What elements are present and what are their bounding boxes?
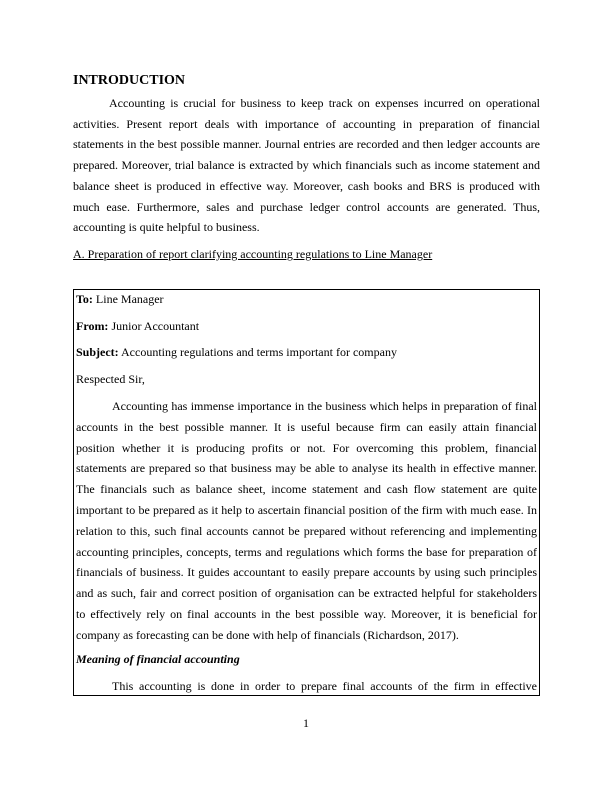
introduction-heading: INTRODUCTION (73, 73, 186, 88)
memo-box (73, 289, 540, 696)
section-a-title: A. Preparation of report clarifying accounting regulations to Line Manager (73, 247, 433, 261)
memo-body-paragraph: Accounting has immense importance in the business which helps in preparation of final accounts in the best possible manner. It is useful because firm can easily attain financial position whether it is producing profits or not. For overcoming this problem, financial statements are prepared so that business may be able to analyse its health in effective manner. The financials such as balance sheet, income statement and cash flow statement are quite important to be prepared as it help to ascertain financial position of the firm with much ease. In relation to this, such final accounts cannot be prepared without referencing and implementing accounting principles, concepts, terms and regulations which forms the base for preparation of financials of business. It guides accountant to easily prepare accounts by using such principles and as such, fair and correct position of organisation can be extracted helpful for stakeholders to effectively rely on final accounts in the best possible way. Moreover, it is beneficial for company as forecasting can be done with help of financials (Richardson, 2017). (76, 399, 537, 642)
memo-subject-line (76, 344, 397, 360)
memo-from-label: From: (76, 319, 109, 333)
memo-subheading: Meaning of financial accounting (76, 652, 240, 666)
memo-to-line (76, 291, 164, 307)
memo-subject-value: Accounting regulations and terms important for company (118, 345, 397, 359)
memo-subject-label: Subject: (76, 345, 119, 359)
introduction-paragraph: Accounting is crucial for business to keep track on expenses incurred on operational activities. Present report deals with importance of accounting in preparation of financial statements in the best possible manner. Journal entries are recorded and then ledger accounts are prepared. Moreover, trial balance is extracted by which financials such as income statement and balance sheet is produced in effective way. Moreover, cash books and BRS is produced with much ease. Furthermore, sales and purchase ledger control accounts are generated. Thus, accounting is quite helpful to business. (73, 96, 540, 235)
memo-to-label: To: (76, 292, 93, 306)
page-number: 1 (303, 716, 309, 730)
memo-salutation: Respected Sir, (76, 372, 145, 386)
memo-from-line (76, 318, 199, 334)
memo-from-value: Junior Accountant (108, 319, 200, 333)
memo-to-value: Line Manager (92, 292, 164, 306)
memo-last-line: This accounting is done in order to prepare final accounts of the firm in effective (112, 679, 537, 693)
